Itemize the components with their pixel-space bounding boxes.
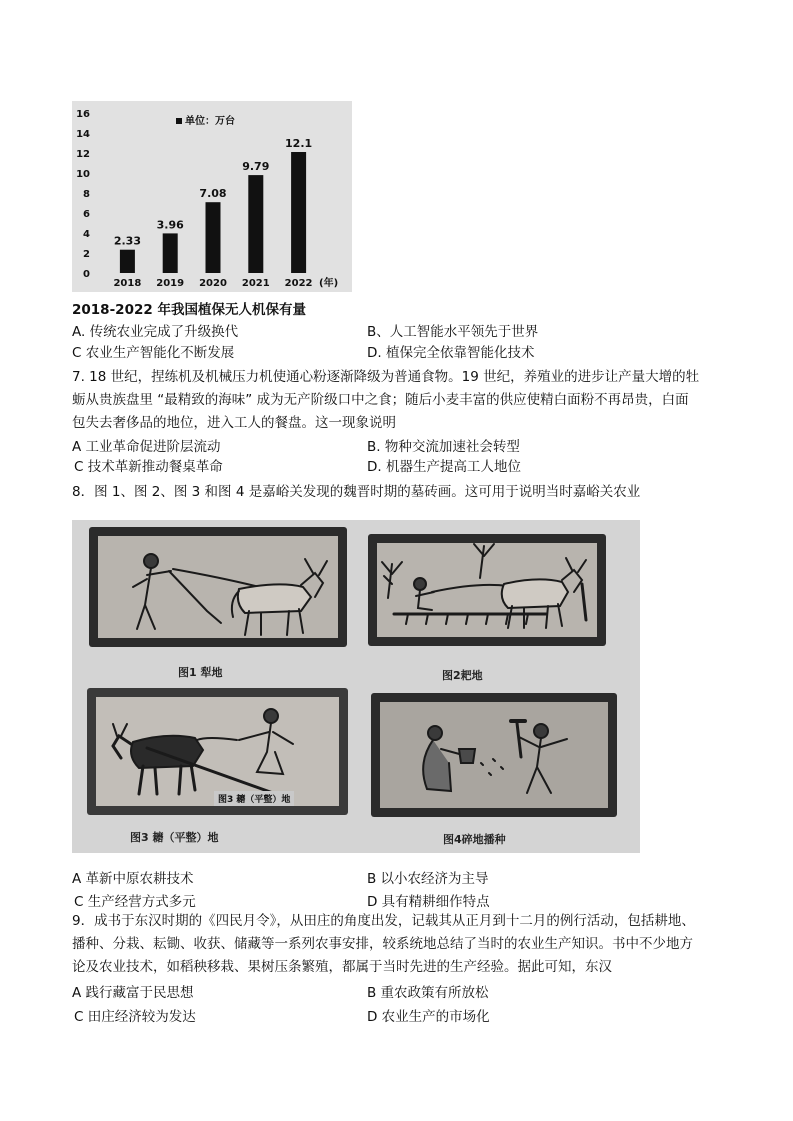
- tomb-brick-paintings: [72, 520, 640, 853]
- x-tick-label: 2022: [284, 278, 313, 289]
- y-tick-label: 6: [83, 209, 90, 220]
- q7-option-b[interactable]: B. 物种交流加速社会转型: [367, 439, 520, 455]
- q6-option-a[interactable]: A. 传统农业完成了升级换代: [72, 324, 239, 340]
- bar-2020: [206, 202, 221, 273]
- q8-option-b[interactable]: B 以小农经济为主导: [367, 871, 489, 887]
- x-unit-label: (年): [319, 278, 339, 289]
- q6-option-d[interactable]: D. 植保完全依靠智能化技术: [367, 345, 535, 361]
- q8-stem: 8．图 1、图 2、图 3 和图 4 是嘉峪关发现的魏晋时期的墓砖画。这可用于说明当时嘉峪关农业: [72, 484, 641, 500]
- fig3-overlay-caption: 图3 耱（平整）地: [214, 791, 294, 806]
- q7-option-a[interactable]: A 工业革命促进阶层流动: [72, 439, 221, 455]
- bar-value-label: 9.79: [242, 160, 270, 174]
- q7-stem-line-3: 包失去奢侈品的地位，进入工人的餐盘。这一现象说明: [72, 415, 396, 431]
- x-tick-label: 2020: [199, 278, 227, 289]
- q8-option-a[interactable]: A 革新中原农耕技术: [72, 871, 194, 887]
- fig1-caption: 图1 犁地: [178, 666, 223, 679]
- bar-value-label: 3.96: [156, 218, 184, 232]
- fig3-caption: 图3 耱（平整）地: [130, 831, 219, 844]
- sowing-illustration: [371, 693, 617, 817]
- bar-2018: [120, 250, 135, 273]
- bar-chart-svg: [72, 101, 352, 292]
- painting-fig3: [87, 688, 348, 815]
- harrowing-illustration: [368, 534, 606, 646]
- bar-value-label: 2.33: [113, 234, 141, 248]
- q6-option-c[interactable]: C 农业生产智能化不断发展: [72, 345, 235, 361]
- y-tick-label: 8: [83, 189, 90, 200]
- bar-value-label: 7.08: [199, 187, 227, 201]
- q7-option-d[interactable]: D. 机器生产提高工人地位: [367, 459, 521, 475]
- plowing-illustration: [89, 527, 347, 647]
- fig4-caption: 图4碎地播种: [443, 833, 506, 846]
- q7-option-c[interactable]: C 技术革新推动餐桌革命: [74, 459, 223, 475]
- y-tick-label: 12: [76, 149, 90, 160]
- q7-stem-line-2: 蛎从贵族盘里 “最精致的海味” 成为无产阶级口中之食；随后小麦丰富的供应使精白面粉不再昂贵，白面: [72, 392, 689, 408]
- y-tick-label: 2: [83, 249, 90, 260]
- bar-value-label: 12.1: [285, 137, 313, 150]
- q7-stem-line-1: 7. 18 世纪，捏练机及机械压力机使通心粉逐渐降级为普通食物。19 世纪，养殖业的进步让产量大增的牡: [72, 369, 700, 385]
- bar-2021: [248, 175, 263, 273]
- legend-swatch: [176, 118, 182, 124]
- q9-stem-line-3: 论及农业技术，如稻秧移栽、果树压条繁殖，都属于当时先进的生产经验。据此可知，东汉: [72, 959, 612, 975]
- drone-chart: [72, 101, 352, 292]
- y-tick-label: 14: [76, 129, 90, 140]
- q6-option-b[interactable]: B、人工智能水平领先于世界: [367, 324, 539, 340]
- bar-2022: [291, 152, 306, 273]
- painting-fig4: [371, 693, 617, 817]
- q9-option-a[interactable]: A 践行藏富于民思想: [72, 985, 194, 1001]
- q9-option-b[interactable]: B 重农政策有所放松: [367, 985, 489, 1001]
- fig2-caption: 图2耙地: [442, 669, 483, 682]
- q9-stem-line-1: 9．成书于东汉时期的《四民月令》，从田庄的角度出发，记载其从正月到十二月的例行活动，包括耕地、: [72, 913, 695, 929]
- painting-fig2: [368, 534, 606, 646]
- painting-fig1: [89, 527, 347, 647]
- y-tick-label: 16: [76, 109, 90, 120]
- q9-stem-line-2: 播种、分栽、耘锄、收获、储藏等一系列农事安排，较系统地总结了当时的农业生产知识。书中不少地方: [72, 936, 693, 952]
- chart-legend: [176, 114, 235, 127]
- q9-option-d[interactable]: D 农业生产的市场化: [367, 1009, 490, 1025]
- y-tick-label: 4: [83, 229, 90, 240]
- y-tick-label: 0: [83, 269, 90, 280]
- q9-option-c[interactable]: C 田庄经济较为发达: [74, 1009, 196, 1025]
- y-tick-label: 10: [76, 169, 90, 180]
- bar-2019: [163, 233, 178, 273]
- q8-option-c[interactable]: C 生产经营方式多元: [74, 894, 196, 910]
- x-tick-label: 2018: [113, 278, 142, 289]
- x-tick-label: 2019: [156, 278, 185, 289]
- legend-label: 单位：万台: [185, 116, 235, 127]
- x-tick-label: 2021: [241, 278, 270, 289]
- chart-caption: 2018-2022 年我国植保无人机保有量: [72, 302, 306, 318]
- q8-option-d[interactable]: D 具有精耕细作特点: [367, 894, 490, 910]
